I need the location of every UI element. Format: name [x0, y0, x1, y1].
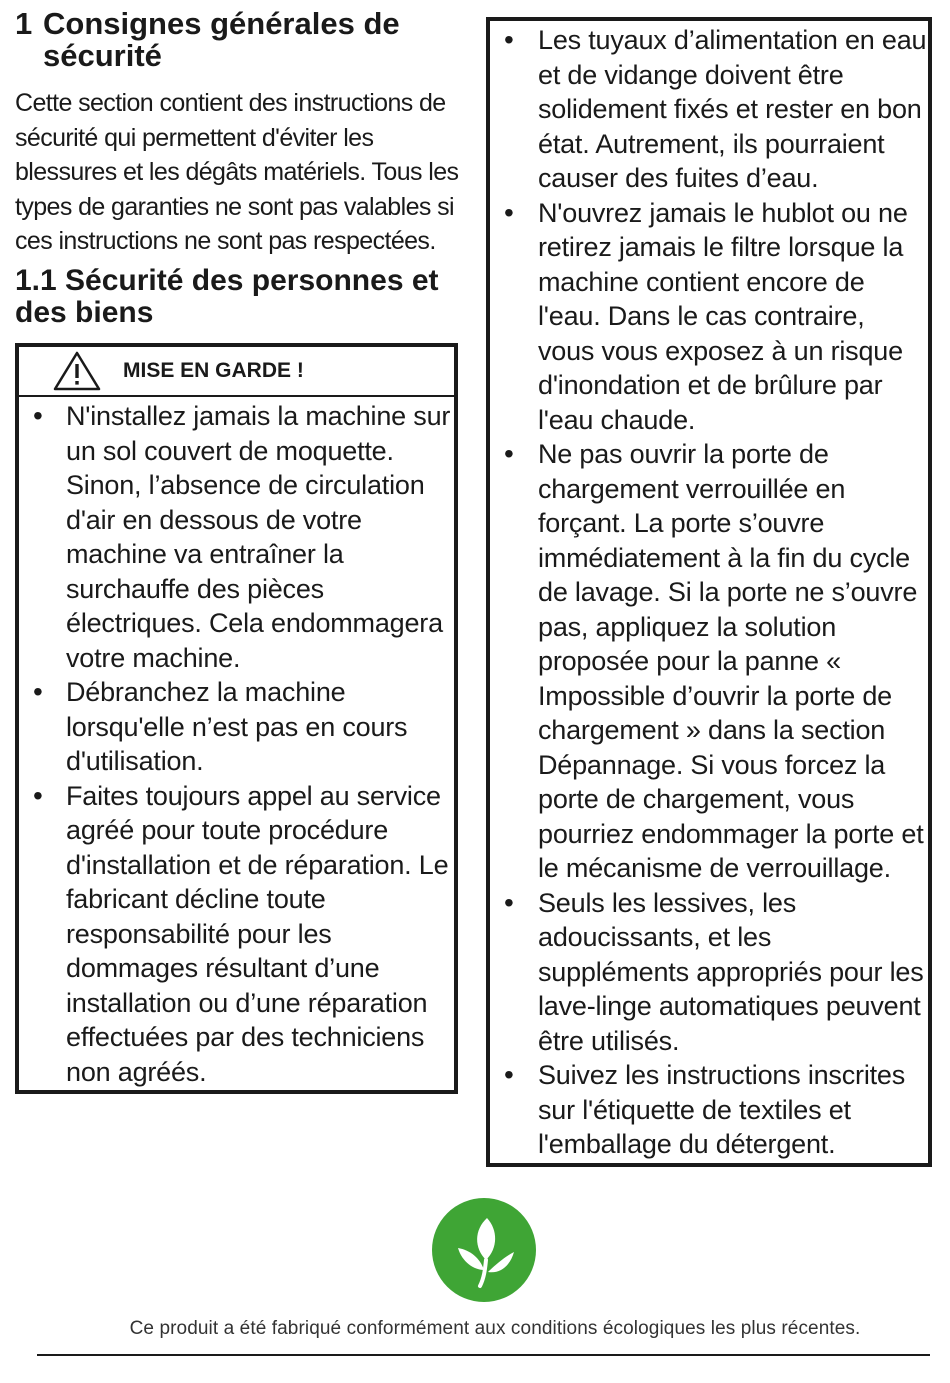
warning-header	[19, 347, 454, 397]
list-item: • Suivez les instructions inscrites sur l'étiquette de textiles et l'emballage du détergent.	[490, 1058, 928, 1162]
list-item: • Les tuyaux d’alimentation en eau et de vidange doivent être solidement fixés et rester en bon état. Autrement, ils pourraient causer des fuites d’eau.	[490, 23, 928, 196]
leaf-eco-icon	[432, 1198, 536, 1302]
section-title: Consignes générales de sécurité	[43, 6, 400, 73]
list-item: • N'installez jamais la machine sur un sol couvert de moquette. Sinon, l’absence de circulation d'air en dessous de votre machine va entraîner la surchauffe des pièces électriques. Cela endommagera votre machine.	[19, 399, 454, 675]
section-number: 1	[15, 6, 33, 41]
safety-list	[490, 23, 928, 1162]
eco-footer-text: Ce produit a été fabriqué conformément aux conditions écologiques les plus récentes.	[129, 1318, 861, 1339]
warning-box	[15, 343, 458, 1094]
safety-box-continued	[486, 17, 932, 1167]
section-intro: Cette section contient des instructions de sécurité qui permettent d'éviter les blessures et les dégâts matériels. Tous les types de garanties ne sont pas valables si ces instructions ne sont pas respectées.	[15, 89, 459, 255]
footer-divider	[37, 1354, 930, 1356]
list-item: • Seuls les lessives, les adoucissants, et les suppléments appropriés pour les lave-linge automatiques peuvent être utilisés.	[490, 886, 928, 1059]
warning-list	[19, 399, 454, 1089]
warning-title: MISE EN GARDE !	[123, 359, 304, 382]
subsection-title: 1.1 Sécurité des personnes et des biens	[15, 263, 439, 329]
section-heading	[15, 8, 470, 72]
list-item: • Faites toujours appel au service agréé pour toute procédure d'installation et de réparation. Le fabricant décline toute responsabilité pour les dommages résultant d’une installation ou d’une réparation effectuées par des techniciens non agréés.	[19, 779, 454, 1090]
warning-triangle-icon	[53, 351, 101, 391]
list-item: • Ne pas ouvrir la porte de chargement verrouillée en forçant. La porte s’ouvre immédiatement à la fin du cycle de lavage. Si la porte ne s’ouvre pas, appliquez la solution proposée pour la panne « Impossible d’ouvrir la porte de chargement » dans la section Dépannage. Si vous forcez la porte de chargement, vous pourriez endommager la porte et le mécanisme de verrouillage.	[490, 437, 928, 886]
list-item: • N'ouvrez jamais le hublot ou ne retirez jamais le filtre lorsque la machine contient encore de l'eau. Dans le cas contraire, vous vous exposez à un risque d'inondation et de brûlure par l'eau chaude.	[490, 196, 928, 438]
left-column	[15, 8, 470, 329]
list-item: • Débranchez la machine lorsqu'elle n’est pas en cours d'utilisation.	[19, 675, 454, 779]
